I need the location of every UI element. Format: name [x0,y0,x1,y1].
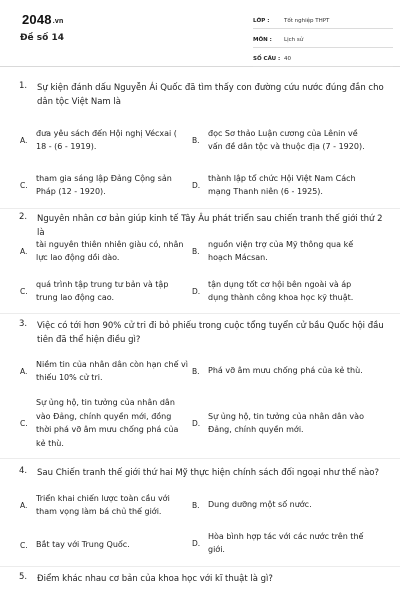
question-text: Điểm khác nhau cơ bản của khoa học với kĩ thuật là gì? [37,574,273,584]
option-4a[interactable] [20,490,188,520]
option-2c[interactable] [20,276,188,306]
meta-label: SỐ CÂU : [253,55,281,62]
option-text: Hòa bình hợp tác với các nước trên thế giới. [208,531,364,554]
option-2d[interactable] [192,276,372,306]
option-text: Niềm tin của nhân dân còn hạn chế vì thiếu 10% cử tri. [36,359,188,382]
option-text: Triển khai chiến lược toàn cầu với tham vọng làm bá chủ thế giới. [36,493,170,516]
option-2a[interactable] [20,236,188,266]
option-letter: A. [20,246,28,256]
option-letter: D. [192,180,201,190]
option-letter: B. [192,500,200,510]
option-letter: C. [20,418,28,428]
question-number: 4. [19,466,28,476]
question-text: Việc có tới hơn 90% cử tri đi bỏ phiếu trong cuộc tổng tuyển cử bầu Quốc hội đầu tiên đã thể hiện điều gì? [37,321,384,345]
option-text: Sự ủng hộ, tin tưởng của nhân dân vào Đảng, chính quyền mới. [208,411,364,434]
option-letter: C. [20,540,28,550]
meta-label: LỚP : [253,17,270,24]
meta-row-count [253,51,393,67]
option-1c[interactable] [20,170,188,200]
question-text: Nguyên nhân cơ bản giúp kinh tế Tây Âu phát triển sau chiến tranh thế giới thứ 2 là [37,214,383,238]
brand-name: 2048 [22,12,52,27]
meta-label: MÔN : [253,36,272,43]
divider [0,208,400,209]
option-4d[interactable] [192,528,372,558]
question-number: 5. [19,572,28,582]
meta-row-subject [253,32,393,48]
divider [0,566,400,567]
option-text: tận dụng tốt cơ hội bên ngoài và áp dụng thành công khoa học kỹ thuật. [208,279,354,302]
exam-header [0,0,400,67]
option-text: đưa yêu sách đến Hội nghị Vécxai ( 18 - (6 - 1919). [36,128,177,151]
option-3b[interactable] [192,356,372,386]
option-letter: A. [20,500,28,510]
option-3c[interactable] [20,394,188,452]
question-number: 2. [19,212,28,222]
option-letter: C. [20,180,28,190]
option-letter: D. [192,286,201,296]
exam-number: Đề số 14 [20,33,64,43]
option-text: tài nguyên thiên nhiên giàu có, nhân lực lao động dồi dào. [36,239,184,262]
option-text: thành lập tổ chức Hội Việt Nam Cách mạng Thanh niên (6 - 1925). [208,173,356,196]
option-4b[interactable] [192,490,372,520]
meta-value: Tốt nghiệp THPT [284,17,330,24]
option-3d[interactable] [192,408,372,438]
option-letter: A. [20,135,28,145]
meta-row-class [253,13,393,29]
option-text: Bắt tay với Trung Quốc. [36,540,130,550]
option-1b[interactable] [192,118,372,162]
option-text: Dung dưỡng một số nước. [208,500,312,510]
option-letter: C. [20,286,28,296]
option-text: Sự ủng hộ, tin tưởng của nhân dân vào Đảng, chính quyền mới, đồng thời phá vỡ âm mưu chống phá của kẻ thù. [36,398,179,448]
option-text: đọc Sơ thảo Luận cương của Lênin về vấn đề dân tộc và thuộc địa (7 - 1920). [208,128,365,151]
option-letter: B. [192,246,200,256]
option-4c[interactable] [20,530,188,560]
option-letter: A. [20,366,28,376]
option-3a[interactable] [20,356,188,386]
question-text: Sự kiện đánh dấu Nguyễn Ái Quốc đã tìm thấy con đường cứu nước đúng đắn cho dân tộc Việt Nam là [37,83,384,107]
option-text: Phá vỡ âm mưu chống phá của kẻ thù. [208,366,363,376]
option-1a[interactable] [20,124,188,156]
meta-value: Lịch sử [284,36,304,43]
option-text: quá trình tập trung tư bản và tập trung lao động cao. [36,279,169,302]
brand-suffix: .vn [52,18,64,25]
question-text: Sau Chiến tranh thế giới thứ hai Mỹ thực hiện chính sách đối ngoại như thế nào? [37,468,380,478]
exam-meta [253,13,393,70]
divider [0,458,400,459]
option-2b[interactable] [192,236,372,266]
option-text: tham gia sáng lập Đảng Cộng sản Pháp (12 - 1920). [36,173,172,196]
option-letter: B. [192,366,200,376]
option-letter: B. [192,135,200,145]
divider [0,313,400,314]
option-letter: D. [192,418,201,428]
option-1d[interactable] [192,170,372,200]
meta-value: 40 [284,55,291,62]
question-number: 3. [19,319,28,329]
option-text: nguồn viện trợ của Mỹ thông qua kế hoạch Mácsan. [208,239,354,262]
option-letter: D. [192,538,201,548]
brand-logo [22,12,63,27]
question-number: 1. [19,81,28,91]
